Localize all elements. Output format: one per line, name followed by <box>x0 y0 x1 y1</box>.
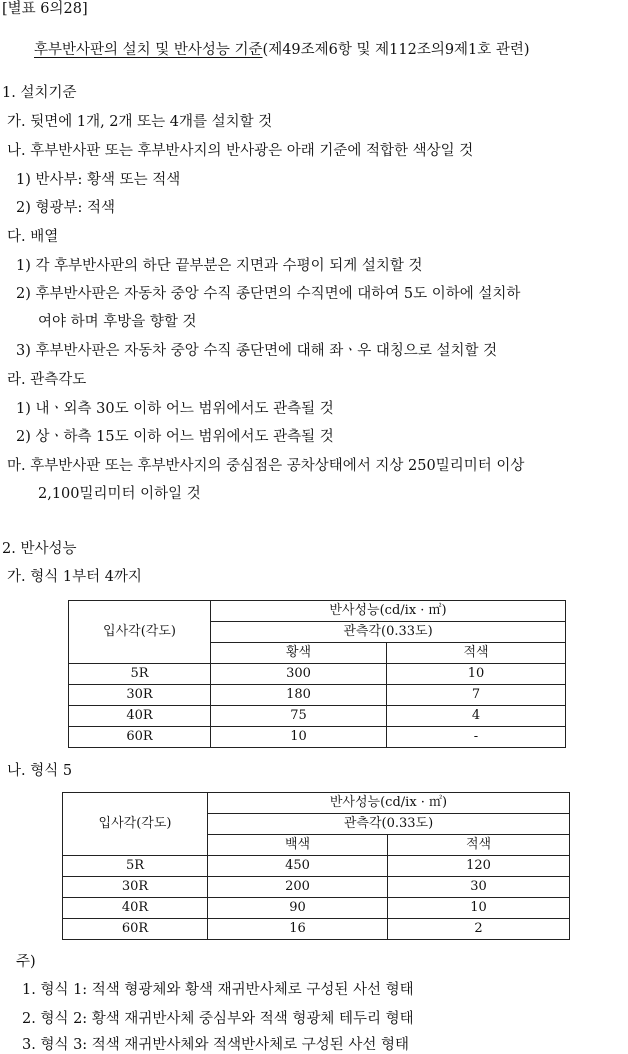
color-header: 적색 <box>388 835 570 856</box>
value-cell: 2 <box>388 919 570 940</box>
angle-cell: 40R <box>69 706 211 727</box>
reflection-table-type-5 <box>62 792 570 940</box>
color-header: 적색 <box>387 643 566 664</box>
angle-cell: 30R <box>69 685 211 706</box>
reflection-performance-header: 반사성능(cd/ix · ㎡) <box>208 793 570 814</box>
note-3: 3. 형식 3: 적색 재귀반사체와 적색반사체로 구성된 사선 형태 <box>22 1037 409 1053</box>
item-da: 다. 배열 <box>7 229 59 245</box>
annex-label: [별표 6의28] <box>2 1 88 17</box>
angle-cell: 60R <box>69 727 211 748</box>
value-cell: - <box>387 727 566 748</box>
value-cell: 10 <box>211 727 387 748</box>
table-row <box>63 856 570 877</box>
table-row <box>63 877 570 898</box>
angle-cell: 40R <box>63 898 208 919</box>
color-header: 황색 <box>211 643 387 664</box>
item-na-1: 1) 반사부: 황색 또는 적색 <box>16 172 181 188</box>
angle-cell: 5R <box>69 664 211 685</box>
title-main: 후부반사판의 설치 및 반사성능 기준 <box>34 42 263 58</box>
item-da-1: 1) 각 후부반사판의 하단 끝부분은 지면과 수평이 되게 설치할 것 <box>16 258 423 274</box>
value-cell: 7 <box>387 685 566 706</box>
document-title <box>34 41 530 59</box>
angle-cell: 60R <box>63 919 208 940</box>
type-5-label: 나. 형식 5 <box>7 763 73 779</box>
reflection-performance-header: 반사성능(cd/ix · ㎡) <box>211 601 566 622</box>
reflection-table-types-1-4 <box>68 600 566 748</box>
observation-angle-header: 관측각(0.33도) <box>211 622 566 643</box>
table-row <box>69 706 566 727</box>
item-ra: 라. 관측각도 <box>7 372 87 388</box>
table-row <box>63 898 570 919</box>
observation-angle-header: 관측각(0.33도) <box>208 814 570 835</box>
incidence-angle-header: 입사각(각도) <box>63 793 208 856</box>
table-row <box>69 685 566 706</box>
table-row <box>63 919 570 940</box>
item-ma: 마. 후부반사판 또는 후부반사지의 중심점은 공차상태에서 지상 250밀리미터 이상 <box>7 458 525 474</box>
angle-cell: 5R <box>63 856 208 877</box>
item-ma-cont: 2,100밀리미터 이하일 것 <box>38 486 201 502</box>
value-cell: 450 <box>208 856 388 877</box>
notes-label: 주) <box>16 954 36 970</box>
value-cell: 300 <box>211 664 387 685</box>
table-row <box>69 664 566 685</box>
title-reference: (제49조제6항 및 제112조의9제1호 관련) <box>262 42 530 58</box>
value-cell: 10 <box>387 664 566 685</box>
value-cell: 120 <box>388 856 570 877</box>
table-row <box>69 727 566 748</box>
note-1: 1. 형식 1: 적색 형광체와 황색 재귀반사체로 구성된 사선 형태 <box>22 982 414 998</box>
section1-heading: 1. 설치기준 <box>2 85 77 101</box>
item-da-2-cont: 여야 하며 후방을 향할 것 <box>38 314 197 330</box>
value-cell: 4 <box>387 706 566 727</box>
angle-cell: 30R <box>63 877 208 898</box>
value-cell: 200 <box>208 877 388 898</box>
value-cell: 90 <box>208 898 388 919</box>
item-ra-2: 2) 상ㆍ하측 15도 이하 어느 범위에서도 관측될 것 <box>16 429 334 445</box>
value-cell: 10 <box>388 898 570 919</box>
item-na-2: 2) 형광부: 적색 <box>16 200 116 216</box>
color-header: 백색 <box>208 835 388 856</box>
section2-heading: 2. 반사성능 <box>2 541 77 557</box>
note-2: 2. 형식 2: 황색 재귀반사체 중심부와 적색 형광체 테두리 형태 <box>22 1011 414 1027</box>
type-1-4-label: 가. 형식 1부터 4까지 <box>7 569 142 585</box>
item-da-2: 2) 후부반사판은 자동차 중앙 수직 종단면의 수직면에 대하여 5도 이하에 설치하 <box>16 286 521 302</box>
item-ra-1: 1) 내ㆍ외측 30도 이하 어느 범위에서도 관측될 것 <box>16 401 334 417</box>
value-cell: 16 <box>208 919 388 940</box>
item-na: 나. 후부반사판 또는 후부반사지의 반사광은 아래 기준에 적합한 색상일 것 <box>7 143 474 159</box>
item-da-3: 3) 후부반사판은 자동차 중앙 수직 종단면에 대해 좌ㆍ우 대칭으로 설치할 것 <box>16 343 498 359</box>
value-cell: 75 <box>211 706 387 727</box>
incidence-angle-header: 입사각(각도) <box>69 601 211 664</box>
item-ga: 가. 뒷면에 1개, 2개 또는 4개를 설치할 것 <box>7 114 273 130</box>
value-cell: 30 <box>388 877 570 898</box>
value-cell: 180 <box>211 685 387 706</box>
